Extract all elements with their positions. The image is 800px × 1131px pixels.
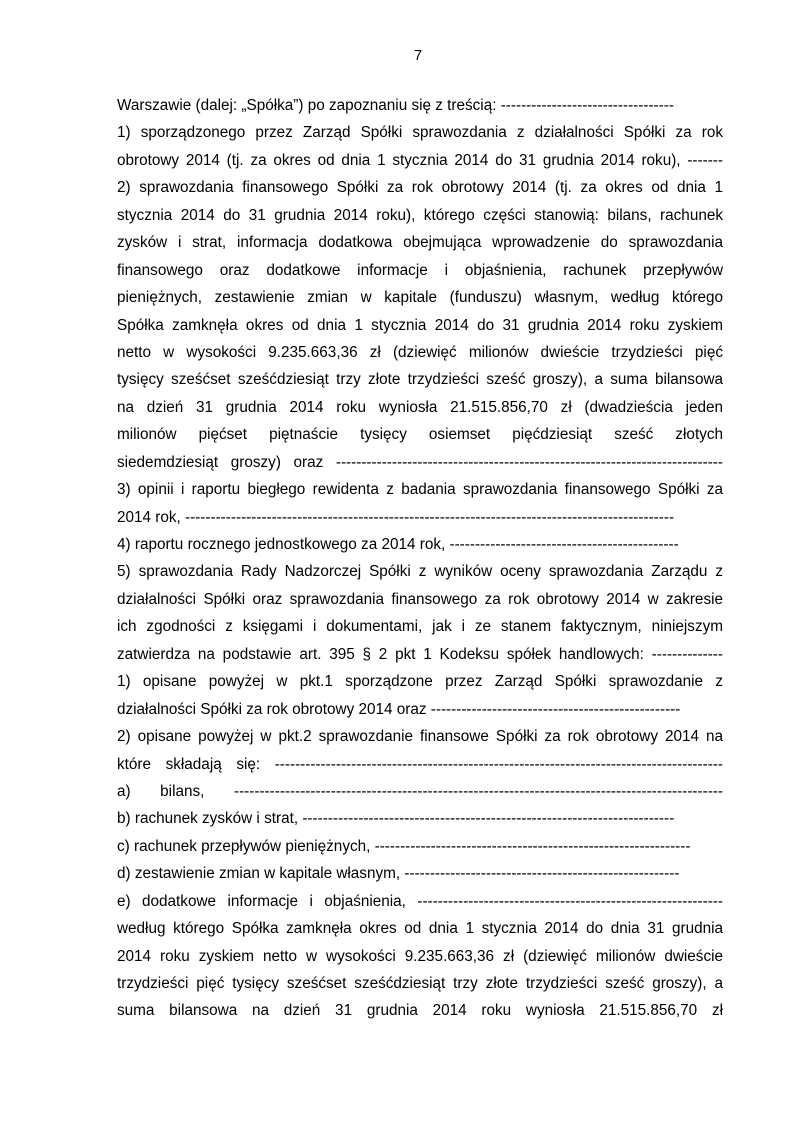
text-line: trzydzieści pięć tysięcy sześćset sześćdziesiąt trzy złote trzydzieści sześć groszy), a (117, 975, 723, 992)
page-number: 7 (413, 47, 423, 64)
text-line: a) bilans, ------------------------------------------------------------------------------------------------ (117, 782, 723, 800)
text-line: pieniężnych, zestawienie zmian w kapitale (funduszu) własnym, według którego (117, 289, 723, 307)
text-line: d) zestawienie zmian w kapitale własnym, ------------------------------------------------------ (117, 865, 680, 883)
text-line: obrotowy 2014 (tj. za okres od dnia 1 stycznia 2014 do 31 grudnia 2014 roku), ------- (117, 151, 723, 169)
text-line: netto w wysokości 9.235.663,36 zł (dziewięć milionów dwieście trzydzieści pięć (117, 343, 723, 361)
text-line: 1) opisane powyżej w pkt.1 sporządzone przez Zarząd Spółki sprawozdanie z (117, 673, 723, 691)
text-line: według którego Spółka zamknęła okres od dnia 1 stycznia 2014 do dnia 31 grudnia (117, 920, 723, 938)
text-line: milionów pięćset piętnaście tysięcy osiemset pięćdziesiąt sześć złotych (117, 426, 723, 444)
text-line: 3) opinii i raportu biegłego rewidenta z badania sprawozdania finansowego Spółki za (117, 481, 723, 499)
text-line: 5) sprawozdania Rady Nadzorczej Spółki z wyników oceny sprawozdania Zarządu z (117, 563, 723, 581)
text-line: 1) sporządzonego przez Zarząd Spółki sprawozdania z działalności Spółki za rok (117, 124, 723, 142)
text-line: stycznia 2014 do 31 grudnia 2014 roku), którego części stanowią: bilans, rachunek (117, 206, 723, 224)
text-line: 2014 rok, ------------------------------------------------------------------------------------------------ (117, 508, 675, 526)
text-line: Warszawie (dalej: „Spółka”) po zapoznaniu się z treścią: ---------------------------------- (117, 97, 674, 114)
text-line: finansowego oraz dodatkowe informacje i objaśnienia, rachunek przepływów (117, 261, 723, 279)
text-line: siedemdziesiąt groszy) oraz ---------------------------------------------------------------------------- (117, 453, 723, 471)
document-body (117, 92, 723, 1025)
text-line: 2) opisane powyżej w pkt.2 sprawozdanie finansowe Spółki za rok obrotowy 2014 na (117, 728, 723, 746)
text-line: e) dodatkowe informacje i objaśnienia, ------------------------------------------------------------ (117, 892, 723, 910)
text-line: które składają się: ---------------------------------------------------------------------------------------- (117, 755, 723, 773)
text-line: na dzień 31 grudnia 2014 roku wyniosła 21.515.856,70 zł (dwadzieścia jeden (117, 398, 723, 416)
text-line: działalności Spółki oraz sprawozdania finansowego za rok obrotowy 2014 w zakresie (117, 590, 723, 608)
text-line: 2) sprawozdania finansowego Spółki za rok obrotowy 2014 (tj. za okres od dnia 1 (117, 179, 723, 197)
text-line: tysięcy sześćset sześćdziesiąt trzy złote trzydzieści sześć groszy), a suma bilansowa (117, 371, 723, 389)
text-line: zatwierdza na podstawie art. 395 § 2 pkt 1 Kodeksu spółek handlowych: -------------- (117, 645, 723, 663)
text-line: działalności Spółki za rok obrotowy 2014 oraz ------------------------------------------------- (117, 700, 681, 718)
text-line: suma bilansowa na dzień 31 grudnia 2014 roku wyniosła 21.515.856,70 zł (117, 1002, 723, 1020)
text-line: zysków i strat, informacja dodatkowa obejmująca wprowadzenie do sprawozdania (117, 234, 723, 252)
text-line: Spółka zamknęła okres od dnia 1 stycznia 2014 do 31 grudnia 2014 roku zyskiem (117, 316, 723, 334)
text-line: c) rachunek przepływów pieniężnych, -------------------------------------------------------------- (117, 837, 691, 855)
text-line: 4) raportu rocznego jednostkowego za 2014 rok, --------------------------------------------- (117, 536, 679, 553)
text-line: ich zgodności z księgami i dokumentami, jak i ze stanem faktycznym, niniejszym (117, 618, 723, 636)
text-line: b) rachunek zysków i strat, ------------------------------------------------------------------------- (117, 810, 675, 828)
text-line: 2014 roku zyskiem netto w wysokości 9.235.663,36 zł (dziewięć milionów dwieście (117, 947, 723, 965)
